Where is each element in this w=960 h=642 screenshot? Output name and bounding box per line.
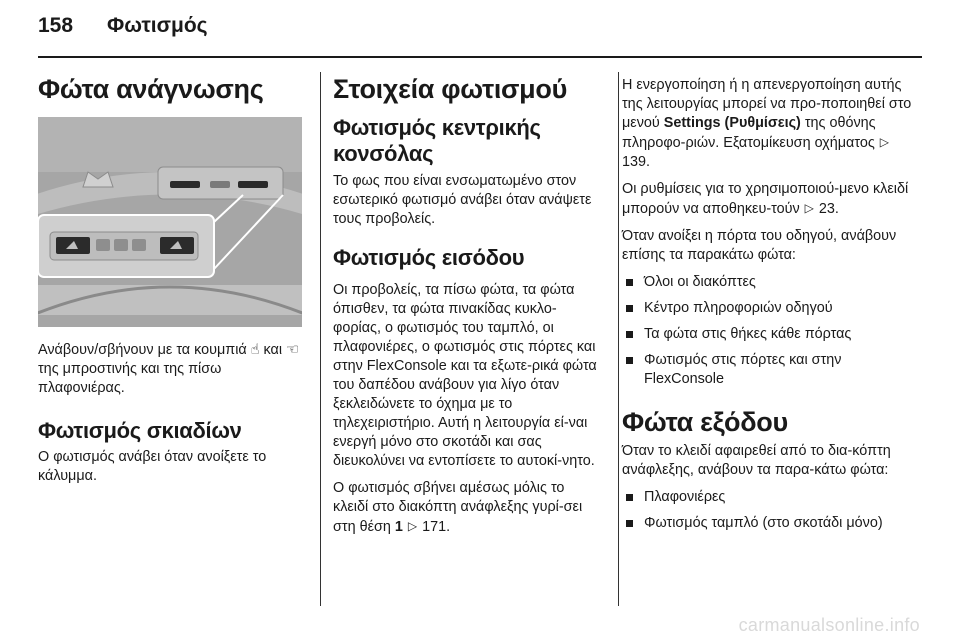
- entry-off-text-body: Ο φωτισμός σβήνει αμέσως μόλις το κλειδί στο διακόπτη ανάφλεξης γυρί-σει στη θέση: [333, 480, 583, 536]
- page-number: 158: [38, 14, 74, 37]
- reference-arrow-icon[interactable]: ▷: [804, 201, 814, 215]
- list-item: Τα φώτα στις θήκες κάθε πόρτας: [622, 325, 912, 344]
- reading-lights-caption: [38, 341, 306, 398]
- header-title: Φωτισμός: [107, 14, 208, 37]
- list-item: Φωτισμός ταμπλό (στο σκοτάδι μόνο): [622, 514, 912, 533]
- reading-lights-heading: Φώτα ανάγνωσης: [38, 74, 264, 104]
- entry-lighting-text: Οι προβολείς, τα πίσω φώτα, τα φώτα όπισθεν, τα φώτα πινακίδας κυκλο-φορίας, ο φωτισμός του ταμπλό, οι πλαφονιέρες, ο φωτισμός στις πόρτες και στην FlexConsole και τα εξωτε-ρικά φώτα του δαπέδου ανάβουν για λίγο όταν ξεκλειδώνετε το όχημα με το τηλεχειριστήριο. Αυτή η λειτουργία εί-ναι ενεργή μόνο στο σκοτάδι και σας διευκολύνει να εντοπίσετε το αυτοκί-νητο.: [333, 282, 597, 470]
- door-open-list: [622, 273, 912, 389]
- exit-lighting-heading: Φώτα εξόδου: [622, 407, 788, 437]
- page-header: [38, 14, 208, 48]
- page-reference[interactable]: 139.: [622, 154, 651, 170]
- column-2: [333, 74, 603, 545]
- settings-menu-name: Settings (Ρυθμίσεις): [663, 115, 801, 131]
- caption-text-2: και: [263, 342, 283, 359]
- center-console-heading: Φωτισμός κεντρικής κονσόλας: [333, 115, 541, 167]
- light-features-heading: Στοιχεία φωτισμού: [333, 74, 568, 104]
- column-3: [622, 76, 912, 541]
- column-1: [38, 74, 306, 494]
- exit-lighting-intro: Όταν το κλειδί αφαιρεθεί από το δια-κόπτη ανάφλεξης, ανάβουν τα παρα-κάτω φώτα:: [622, 443, 891, 479]
- entry-lighting-heading: Φωτισμός εισόδου: [333, 244, 525, 270]
- list-item: Φωτισμός στις πόρτες και στην FlexConsole: [622, 351, 912, 389]
- door-open-intro: Όταν ανοίξει η πόρτα του οδηγού, ανάβουν επίσης τα παρακάτω φώτα:: [622, 228, 897, 263]
- exit-lighting-list: [622, 488, 912, 533]
- key-settings-text-body: Οι ρυθμίσεις για το χρησιμοποιού-μενο κλειδί μπορούν να αποθηκευ-τούν: [622, 181, 909, 217]
- sunvisor-lights-heading: Φωτισμός σκιαδίων: [38, 418, 242, 444]
- front-reading-lamp-icon: ☝: [250, 342, 260, 359]
- page-reference[interactable]: 171.: [422, 519, 451, 536]
- watermark: carmanualsonline.info: [738, 615, 920, 635]
- caption-text-3: της μπροστινής και της πίσω πλαφονιέρας.: [38, 361, 222, 397]
- list-item: Κέντρο πληροφοριών οδηγού: [622, 299, 912, 318]
- page-reference[interactable]: 23.: [818, 201, 839, 217]
- caption-text-1: Ανάβουν/σβήνουν με τα κουμπιά: [38, 342, 247, 359]
- list-item: Πλαφονιέρες: [622, 488, 912, 507]
- key-settings-text: [622, 180, 912, 219]
- list-item: Όλοι οι διακόπτες: [622, 273, 912, 292]
- column-divider: [320, 72, 321, 606]
- rear-reading-lamp-icon: ☜: [286, 342, 299, 359]
- overhead-console-illustration: [38, 117, 302, 327]
- reference-arrow-icon[interactable]: ▷: [879, 135, 890, 149]
- sunvisor-lights-text: Ο φωτισμός ανάβει όταν ανοίξετε το κάλυμμα.: [38, 449, 267, 485]
- header-rule: [38, 56, 922, 58]
- reference-arrow-icon[interactable]: ▷: [407, 519, 418, 534]
- entry-off-text: [333, 479, 603, 537]
- ignition-position: 1: [394, 519, 403, 536]
- settings-text: [622, 76, 912, 172]
- reading-lights-photo: [38, 117, 302, 327]
- settings-text-tail: της οθόνης πληροφο-ριών. Εξατομίκευση οχήματος: [622, 115, 876, 151]
- center-console-text: Το φως που είναι ενσωματωμένο στον εσωτερικό φωτισμό ανάβει όταν ανάψετε τους προβολείς.: [333, 172, 592, 227]
- column-divider: [618, 72, 619, 606]
- settings-text-body: Η ενεργοποίηση ή η απενεργοποίηση αυτής της λειτουργίας μπορεί να προ-ποποιηθεί στο μενού: [622, 77, 912, 131]
